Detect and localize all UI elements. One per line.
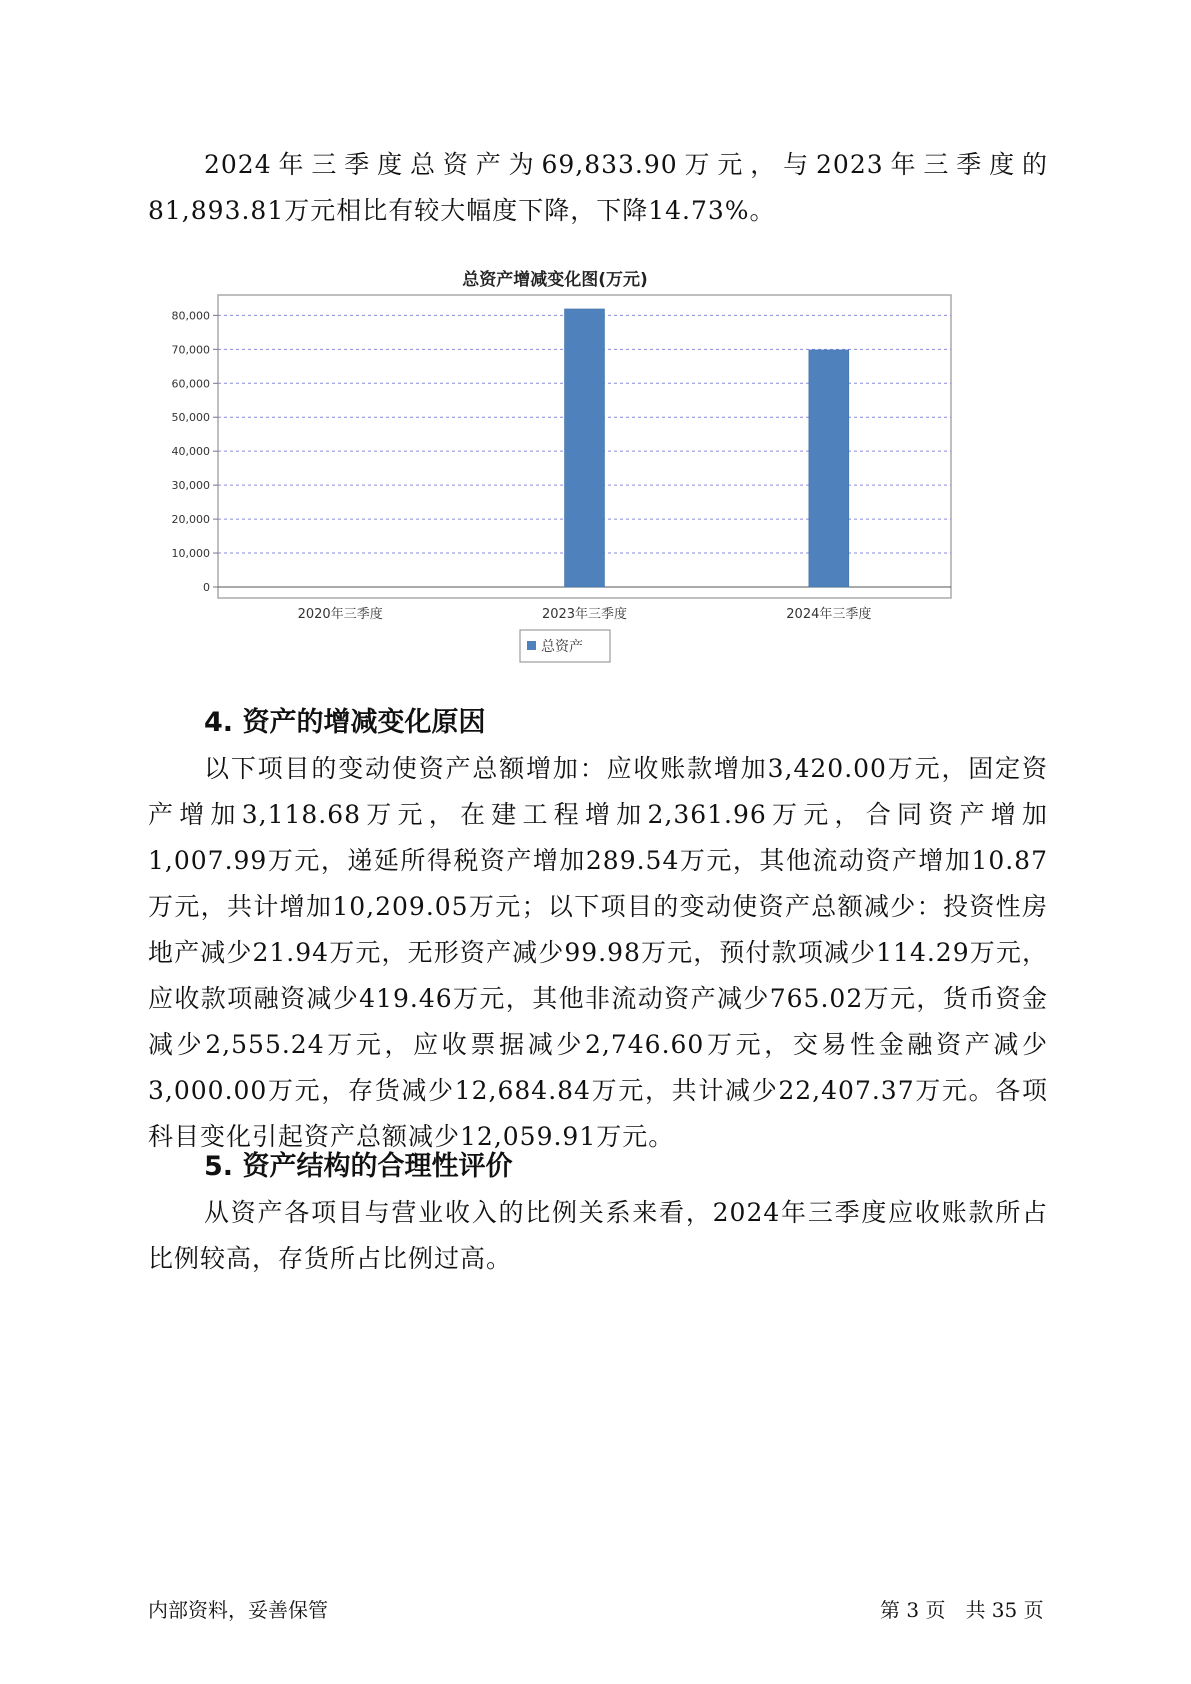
footer-confidential-note: 内部资料，妥善保管 <box>148 1598 328 1622</box>
y-tick-label: 20,000 <box>171 513 210 527</box>
section-5-paragraph: 从资产各项目与营业收入的比例关系来看，2024年三季度应收账款所占比例较高，存货所占比例过高。 <box>148 1198 1048 1273</box>
total-assets-bar-chart <box>160 270 960 690</box>
legend-label: 总资产 <box>541 639 583 655</box>
x-tick-label: 2024年三季度 <box>786 607 872 622</box>
section-5-heading: 5. 资产结构的合理性评价 <box>204 1151 513 1182</box>
x-tick-label: 2020年三季度 <box>297 607 383 622</box>
y-tick-label: 60,000 <box>171 377 210 391</box>
section-4-paragraph: 以下项目的变动使资产总额增加：应收账款增加3,420.00万元，固定资产增加3,118.68万元，在建工程增加2,361.96万元，合同资产增加1,007.99万元，递延所得税资产增加289.54万元，其他流动资产增加10.87万元，共计增加10,209.05万元；以下项目的变动使资产总额减少：投资性房地产减少21.94万元，无形资产减少99.98万元，预付款项减少114.29万元，应收款项融资减少419.46万元，其他非流动资产减少765.02万元，货币资金减少2,555.24万元，应收票据减少2,746.60万元，交易性金融资产减少3,000.00万元，存货减少12,684.84万元，共计减少22,407.37万元。各项科目变化引起资产总额减少12,059.91万元。 <box>148 754 1048 1151</box>
x-tick-label: 2023年三季度 <box>541 607 628 622</box>
footer-page-number: 第 3 页 共 35 页 <box>880 1598 1044 1622</box>
y-tick-label: 10,000 <box>171 547 210 561</box>
bar <box>565 309 605 587</box>
y-tick-label: 80,000 <box>171 309 210 323</box>
y-tick-label: 70,000 <box>171 343 210 357</box>
legend-swatch <box>527 641 536 650</box>
intro-paragraph: 2024年三季度总资产为69,833.90万元，与2023年三季度的81,893.81万元相比有较大幅度下降，下降14.73%。 <box>148 150 1048 225</box>
bar <box>809 350 849 587</box>
y-tick-label: 50,000 <box>171 411 210 425</box>
y-tick-label: 40,000 <box>171 445 210 459</box>
chart-title: 总资产增减变化图(万元) <box>462 270 648 290</box>
section-4-heading: 4. 资产的增减变化原因 <box>204 707 486 738</box>
chart-legend <box>520 630 610 662</box>
y-tick-label: 30,000 <box>171 479 210 493</box>
y-tick-label: 0 <box>203 581 210 594</box>
